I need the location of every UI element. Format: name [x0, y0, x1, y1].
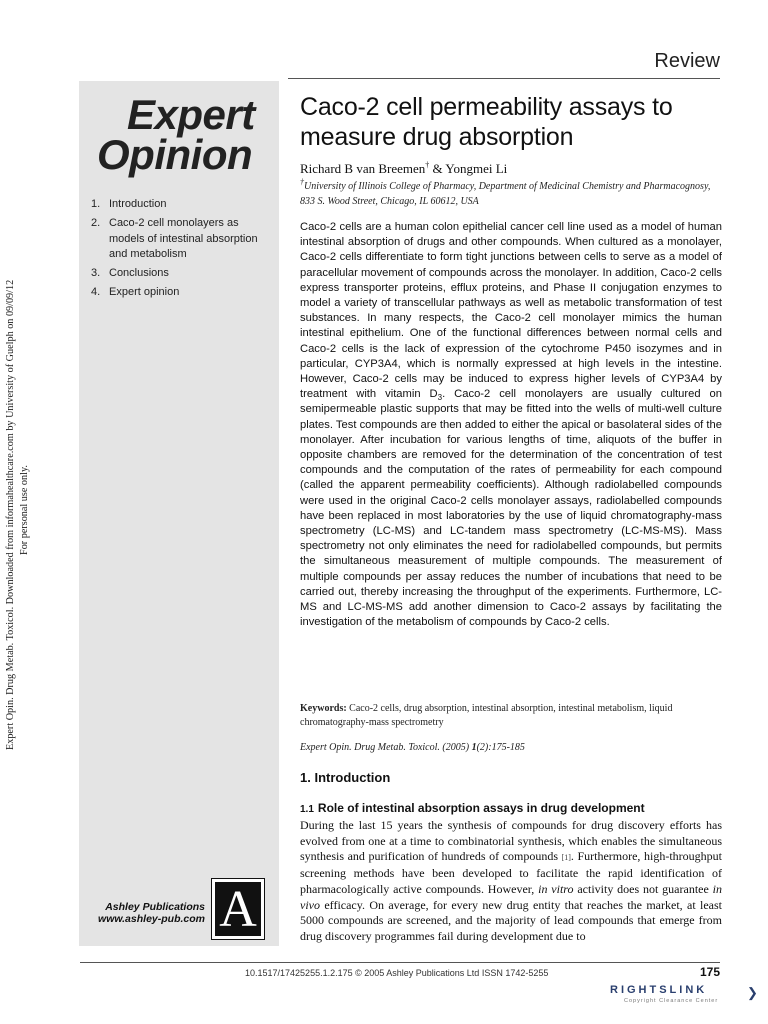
toc-item[interactable]	[91, 216, 271, 263]
rightslink-text: RIGHTSLINK	[610, 984, 708, 996]
citation-pages: (2):175-185	[476, 742, 525, 753]
affiliation-dagger: †	[300, 177, 304, 187]
citation-volume: 1	[471, 742, 477, 753]
subsection-number: 1.1	[300, 804, 314, 815]
journal-logo	[97, 91, 267, 178]
abstract	[300, 220, 722, 630]
brand-line-1: Expert	[127, 91, 255, 138]
publisher-info	[95, 901, 205, 925]
subsection-title: Role of intestinal absorption assays in drug development	[317, 801, 645, 815]
brand-line-2: Opinion	[97, 131, 253, 178]
table-of-contents	[91, 197, 271, 304]
sidebar-panel	[79, 81, 279, 946]
citation-year: (2005)	[439, 742, 472, 753]
body-text-3: activity does not guarantee	[573, 881, 713, 896]
publisher-name: Ashley Publications	[105, 901, 205, 913]
affiliation-line-1: University of Illinois College of Pharmacy, Department of Medicinal Chemistry and Pharmacognosy,	[304, 181, 711, 192]
download-watermark	[4, 270, 38, 750]
page-number: 175	[699, 965, 720, 979]
author-name: Richard B van Breemen	[300, 161, 426, 176]
author-affiliation	[300, 179, 740, 209]
author-name-rest: & Yongmei Li	[429, 161, 508, 176]
publisher-url[interactable]: www.ashley-pub.com	[98, 913, 205, 925]
keywords-label: Keywords:	[300, 703, 347, 714]
section-heading	[300, 770, 390, 785]
body-text-1: During the last 15 years the synthesis of compounds for drug discovery efforts has evolved from one at a time to combinatorial synthesis, which enables the simultaneous synthesis and purification of hundreds of compounds	[300, 818, 722, 864]
toc-number: 3.	[91, 267, 101, 279]
toc-number: 2.	[91, 217, 101, 229]
author-dagger: †	[425, 160, 430, 170]
toc-label: Introduction	[109, 198, 167, 210]
reference-link[interactable]: [1]	[561, 853, 571, 863]
section-number: 1.	[300, 770, 311, 785]
toc-number: 1.	[91, 198, 101, 210]
rightslink-subtext: Copyright Clearance Center	[624, 998, 719, 1004]
toc-label: Conclusions	[109, 267, 169, 279]
section-label: Review	[654, 50, 720, 72]
citation	[300, 742, 525, 753]
citation-journal: Expert Opin. Drug Metab. Toxicol.	[300, 742, 440, 753]
body-text-2: . Furthermore, high-throughput screening methods have been developed to facilitate the rapid identification of pharmacologically active compounds. However,	[300, 849, 722, 896]
abstract-subscript: 3	[437, 393, 443, 403]
toc-label: Caco-2 cell monolayers as models of intestinal absorption and metabolism	[109, 217, 258, 260]
body-italic-1: in vitro	[538, 881, 574, 896]
toc-item[interactable]	[91, 197, 271, 213]
watermark-line-2: For personal use only.	[19, 465, 30, 555]
toc-item[interactable]	[91, 266, 271, 282]
affiliation-line-2: 833 S. Wood Street, Chicago, IL 60612, USA	[300, 196, 479, 207]
doi-line: 10.1517/17425255.1.2.175 © 2005 Ashley Publications Ltd ISSN 1742-5255	[245, 968, 549, 978]
author-list	[300, 161, 507, 177]
publisher-logo: A	[212, 879, 264, 939]
watermark-line-1: Expert Opin. Drug Metab. Toxicol. Downloaded from informahealthcare.com by University of Guelph on 09/09/12	[5, 279, 16, 750]
rightslink-logo[interactable]	[610, 984, 760, 1006]
keywords	[300, 702, 722, 730]
toc-item[interactable]	[91, 285, 271, 301]
keywords-text: Caco-2 cells, drug absorption, intestinal absorption, intestinal metabolism, liquid chromatography-mass spectrometry	[300, 703, 673, 728]
body-italic-2: in vivo	[300, 881, 722, 912]
subsection-heading	[300, 801, 645, 815]
toc-number: 4.	[91, 286, 101, 298]
rightslink-arrow-icon: ❯	[747, 985, 758, 1000]
section-title: Introduction	[314, 770, 391, 785]
body-text-4: efficacy. On average, for every new drug entity that reaches the market, at least 5000 compounds are screened, and the majority of lead compounds that emerge from drug discovery programmes fail during development due to	[300, 897, 722, 943]
body-paragraph	[300, 818, 722, 945]
bottom-divider	[80, 962, 720, 963]
toc-label: Expert opinion	[109, 286, 180, 298]
abstract-text-1: Caco-2 cells are a human colon epithelial cancer cell line used as a model of human intestinal absorption of drugs and other compounds. When cultured as a monolayer, Caco-2 cells differentiate to form tight junctions between cells to serve as a model of paracellular movement of compounds across the monolayer. In addition, Caco-2 cells express transporter proteins, efflux proteins, and Phase II conjugation enzymes to model a variety of transcellular pathways as well as metabolic transformation of test substances. In many respects, the Caco-2 cell monolayer mimics the human intestinal epithelium. One of the functional differences between normal cells and Caco-2 cells is the lack of expression of the cytochrome P450 isozymes and in particular, CYP3A4, which is normally expressed at high levels in the intestine. However, Caco-2 cells may be induced to express higher levels of CYP3A4 by treatment with vitamin D	[300, 221, 722, 401]
top-divider	[288, 78, 720, 79]
article-title: Caco-2 cell permeability assays to measure drug absorption	[300, 93, 673, 151]
abstract-text-2: . Caco-2 cell monolayers are usually cultured on semipermeable plastic supports that may be fitted into the wells of multi-well culture plates. Test compounds are then added to either the apical or basolateral sides of the monolayer. After incubation for various lengths of time, aliquots of the buffer in opposite chambers are removed for the determination of the concentration of test compounds and the computation of the rates of permeability for each compound (called the apparent permeability coefficients). Although radiolabelled compounds were used in the original Caco-2 cells monolayer assays, radiolabelled compounds have been replaced in most laboratories by the use of liquid chromatography-mass spectrometry (LC-MS) and LC-tandem mass spectrometry (LC-MS-MS). Mass spectrometry not only eliminates the need for radiolabelled compounds, but permits the simultaneous measurement of multiple compounds. The measurement of multiple compounds per assay reduces the number of incubations that need to be carried out, thereby increasing the throughput of the experiments. Furthermore, LC-MS and LC-MS-MS add another dimension to Caco-2 assays by facilitating the investigation of the metabolism of compounds by Caco-2 cells.	[300, 388, 722, 629]
